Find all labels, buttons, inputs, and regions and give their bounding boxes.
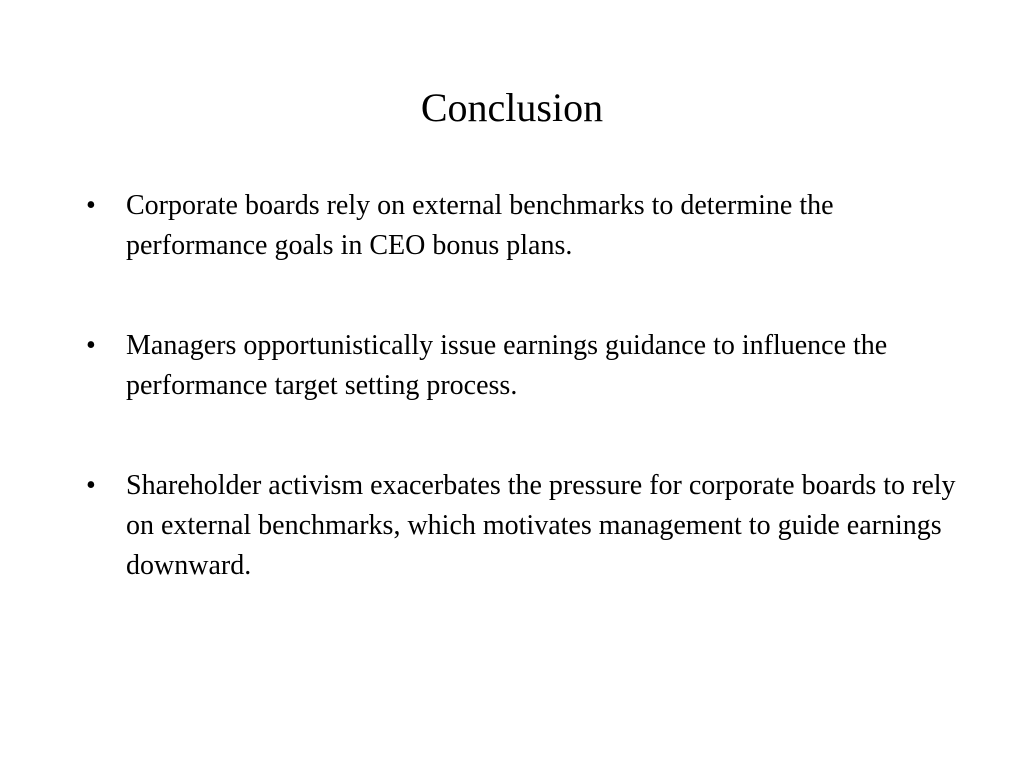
bullet-item (80, 186, 960, 266)
bullet-item (80, 466, 960, 586)
bullet-text: Shareholder activism exacerbates the pressure for corporate boards to rely on external benchmarks, which motivates management to guide earnings downward. (126, 470, 956, 581)
bullet-text: Corporate boards rely on external benchmarks to determine the performance goals in CEO bonus plans. (126, 190, 834, 261)
bullet-icon: • (86, 190, 96, 221)
bullet-item (80, 326, 960, 406)
bullet-icon: • (86, 470, 96, 501)
bullet-text: Managers opportunistically issue earnings guidance to influence the performance target setting process. (126, 330, 888, 401)
slide-title: Conclusion (420, 85, 604, 130)
bullet-list (80, 186, 960, 586)
bullet-icon: • (86, 330, 96, 361)
